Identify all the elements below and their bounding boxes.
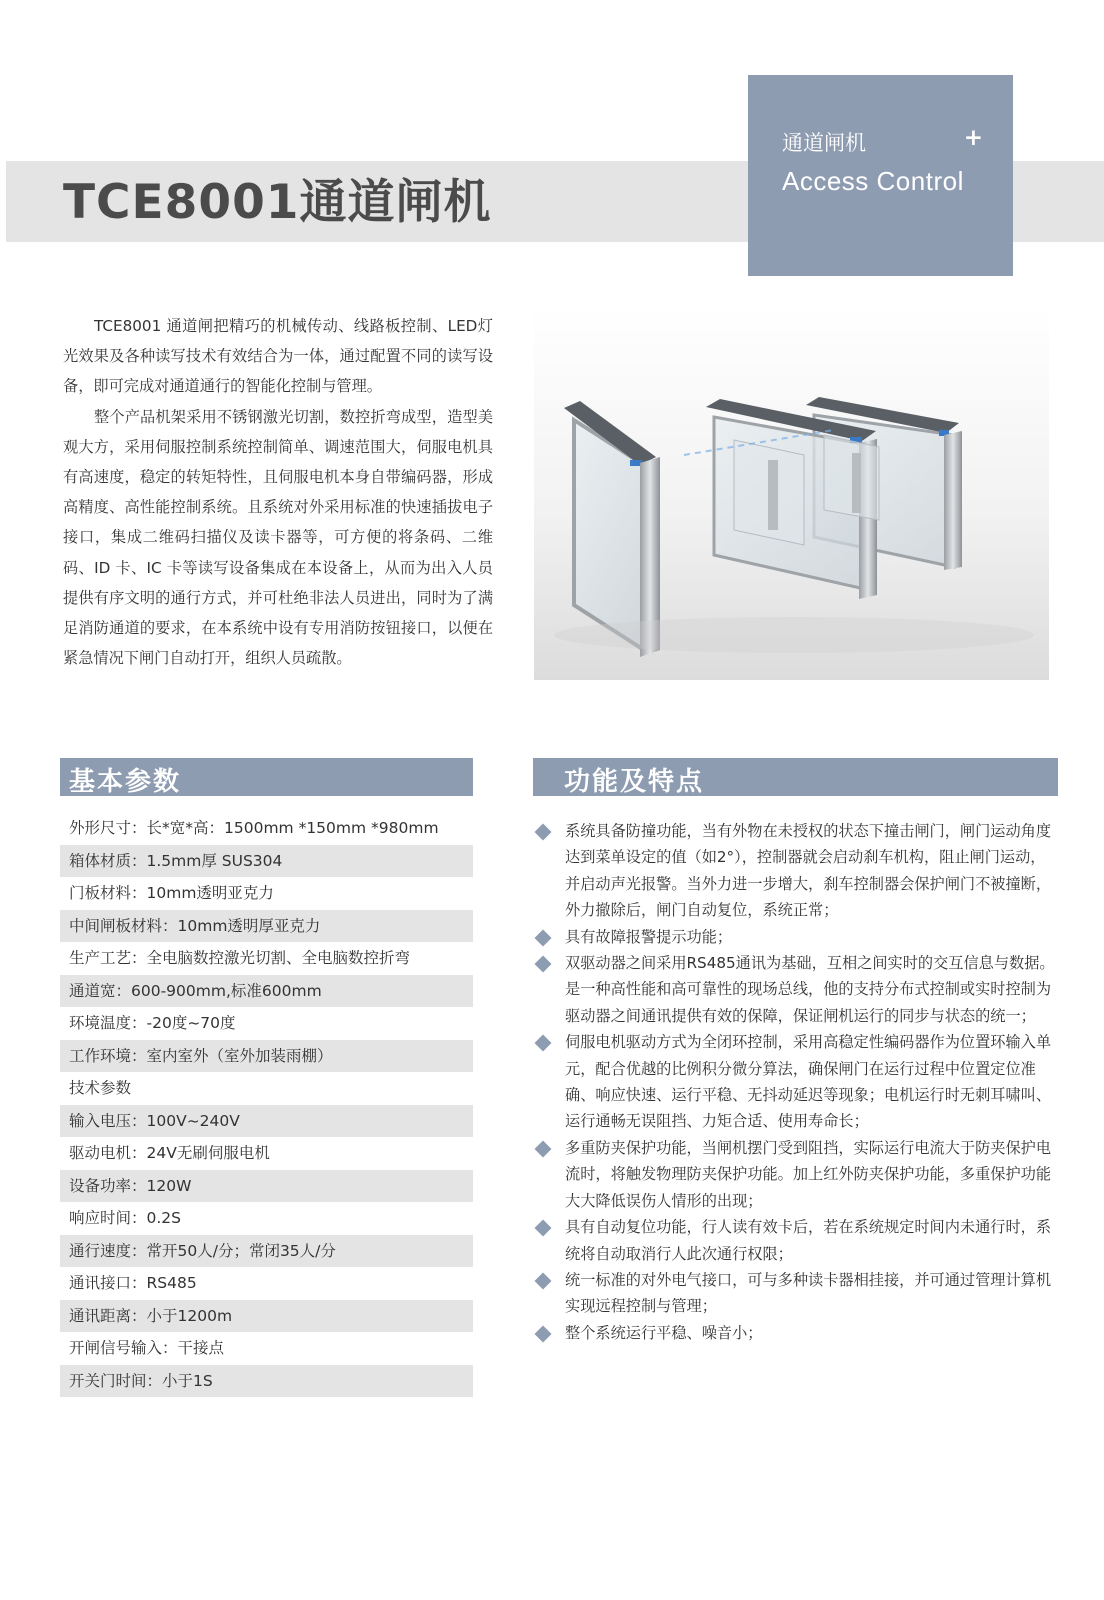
feature-item: [533, 1214, 1058, 1267]
category-en-label: Access Control: [782, 166, 964, 196]
feature-text: 具有故障报警提示功能；: [565, 927, 733, 946]
param-row: 设备功率：120W: [60, 1170, 473, 1203]
diamond-bullet-icon: [535, 1140, 552, 1157]
feature-item: [533, 1267, 1058, 1320]
features-heading: 功能及特点: [564, 767, 705, 797]
params-heading: 基本参数: [69, 767, 182, 797]
feature-item: [533, 924, 1058, 950]
feature-text: 系统具备防撞功能，当有外物在未授权的状态下撞击闸门，闸门运动角度达到菜单设定的值（如2°），控制器就会启动刹车机构，阻止闸门运动，并启动声光报警。当外力进一步增大，刹车控制器会保护闸门不被撞断，外力撤除后，闸门自动复位，系统正常；: [565, 822, 1051, 920]
plus-icon: +: [963, 125, 983, 151]
feature-text: 整个系统运行平稳、噪音小；: [565, 1323, 763, 1342]
param-row: 输入电压：100V~240V: [60, 1105, 473, 1138]
diamond-bullet-icon: [535, 956, 552, 973]
features-heading-bar: [533, 758, 1058, 796]
features-list: [533, 818, 1058, 1346]
param-row: 环境温度：-20度~70度: [69, 1014, 236, 1032]
param-row: 开闸信号输入：干接点: [69, 1339, 225, 1357]
diamond-bullet-icon: [535, 1220, 552, 1237]
feature-text: 多重防夹保护功能，当闸机摆门受到阻挡，实际运行电流大于防夹保护电流时，将触发物理防夹保护功能。加上红外防夹保护功能，多重保护功能大大降低误伤人情形的出现；: [565, 1138, 1051, 1210]
param-row: 通讯接口：RS485: [69, 1274, 197, 1292]
diamond-bullet-icon: [535, 1272, 552, 1289]
intro-text: [63, 311, 493, 673]
intro-paragraph: TCE8001 通道闸把精巧的机械传动、线路板控制、LED灯光效果及各种读写技术有效结合为一体，通过配置不同的读写设备，即可完成对通道通行的智能化控制与管理。: [63, 317, 493, 396]
diamond-bullet-icon: [535, 824, 552, 841]
param-row: 工作环境：室内室外（室外加装雨棚）: [60, 1040, 473, 1073]
diamond-bullet-icon: [535, 929, 552, 946]
param-row: 响应时间：0.2S: [69, 1209, 181, 1227]
param-row: 技术参数: [69, 1079, 132, 1097]
diamond-bullet-icon: [535, 1035, 552, 1052]
param-row: 箱体材质：1.5mm厚 SUS304: [60, 845, 473, 878]
params-table: [60, 812, 473, 1397]
feature-item: [533, 818, 1058, 924]
param-row: 开关门时间：小于1S: [60, 1365, 473, 1398]
feature-item: [533, 1029, 1058, 1135]
param-row: 生产工艺：全电脑数控激光切割、全电脑数控折弯: [69, 949, 411, 967]
param-row: 通行速度：常开50人/分；常闭35人/分: [60, 1235, 473, 1268]
feature-item: [533, 950, 1058, 1029]
feature-text: 伺服电机驱动方式为全闭环控制，采用高稳定性编码器作为位置环输入单元，配合优越的比例积分微分算法，确保闸门在运行过程中位置定位准确、响应快速、运行平稳、无抖动延迟等现象；电机运行时无刺耳啸叫、运行通畅无误阻挡、力矩合适、使用寿命长；: [565, 1033, 1051, 1131]
feature-text: 统一标准的对外电气接口，可与多种读卡器相挂接，并可通过管理计算机实现远程控制与管理；: [565, 1270, 1051, 1316]
category-cn-label: 通道闸机: [782, 131, 866, 155]
params-heading-bar: [60, 758, 473, 796]
param-row: 通讯距离：小于1200m: [60, 1300, 473, 1333]
page-title: TCE8001通道闸机: [63, 175, 492, 230]
category-box: [748, 75, 1013, 276]
feature-item: [533, 1135, 1058, 1214]
param-row: 外形尺寸：长*宽*高：1500mm *150mm *980mm: [69, 819, 439, 837]
param-row: 中间闸板材料：10mm透明厚亚克力: [60, 910, 473, 943]
param-row: 驱动电机：24V无刷伺服电机: [69, 1144, 270, 1162]
intro-paragraph: 整个产品机架采用不锈钢激光切割，数控折弯成型，造型美观大方，采用伺服控制系统控制简单、调速范围大，伺服电机具有高速度，稳定的转矩特性，且伺服电机本身自带编码器，形成高精度、高性能控制系统。且系统对外采用标准的快速插拔电子接口，集成二维码扫描仪及读卡器等，可方便的将条码、二维码、ID 卡、IC 卡等读写设备集成在本设备上，从而为出入人员提供有序文明的通行方式，并可杜绝非法人员进出，同时为了满足消防通道的要求，在本系统中设有专用消防按钮接口，以便在紧急情况下闸门自动打开，组织人员疏散。: [63, 407, 493, 668]
feature-text: 双驱动器之间采用RS485通讯为基础，互相之间实时的交互信息与数据。是一种高性能和高可靠性的现场总线，他的支持分布式控制或实时控制为驱动器之间通讯提供有效的保障，保证闸机运行的同步与状态的统一；: [565, 954, 1055, 1025]
feature-text: 具有自动复位功能，行人读有效卡后，若在系统规定时间内未通行时，系统将自动取消行人此次通行权限；: [565, 1218, 1051, 1263]
feature-item: [533, 1320, 1058, 1346]
diamond-bullet-icon: [535, 1325, 552, 1342]
param-row: 通道宽：600-900mm,标准600mm: [60, 975, 473, 1008]
product-photo: [534, 305, 1049, 680]
param-row: 门板材料：10mm透明亚克力: [69, 884, 274, 902]
